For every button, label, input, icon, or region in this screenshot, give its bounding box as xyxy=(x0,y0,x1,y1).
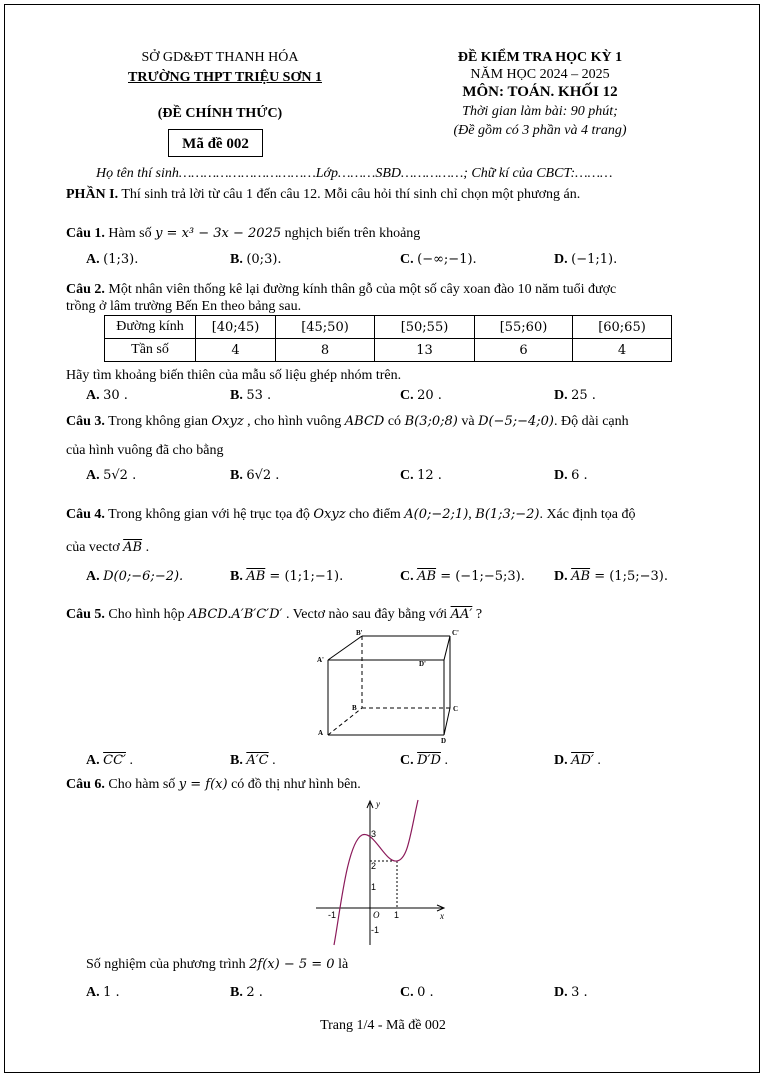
table-row xyxy=(105,316,672,339)
official-label: (ĐỀ CHÍNH THỨC) xyxy=(157,106,283,121)
x-axis-label: x xyxy=(440,911,444,921)
table-cell: [50;55) xyxy=(375,316,475,339)
frequency-table xyxy=(104,315,672,362)
q1-option-c[interactable]: C. (−∞;−1). xyxy=(400,252,477,267)
q1-option-d[interactable]: D. (−1;1). xyxy=(554,252,618,267)
q3-stem: Câu 3. Trong không gian Oxyz , cho hình vuông ABCD có B(3;0;8) và D(−5;−4;0). Độ dài cạnh xyxy=(66,414,629,429)
q5-option-c[interactable]: C. D′D . xyxy=(400,753,448,768)
q3-option-d[interactable]: D. 6 . xyxy=(554,468,588,483)
q2-option-b[interactable]: B. 53 . xyxy=(230,388,272,403)
q6-option-b[interactable]: B. 2 . xyxy=(230,985,263,1000)
table-cell: 13 xyxy=(375,339,475,362)
q3-option-a[interactable]: A. 5√2 . xyxy=(86,468,137,483)
exam-title: ĐỀ KIỂM TRA HỌC KỲ 1 xyxy=(457,50,623,65)
q4-stem: Câu 4. Trong không gian với hệ trục tọa độ Oxyz cho điểm A(0;−2;1), B(1;3;−2). Xác định tọa độ xyxy=(66,507,636,522)
table-cell: [55;60) xyxy=(475,316,573,339)
candidate-info-line: Họ tên thí sinh……………………………Lớp………SBD……………; Chữ kí của CBCT:……… xyxy=(96,166,613,181)
table-cell: [45;50) xyxy=(276,316,375,339)
table-row xyxy=(105,339,672,362)
q4-option-a[interactable]: A. D(0;−6;−2). xyxy=(86,569,184,584)
label-A: A xyxy=(318,729,324,737)
q4-option-b[interactable]: B. $\overline{AB}$ = (1;1;−1). xyxy=(230,569,344,584)
q3-option-b[interactable]: B. 6√2 . xyxy=(230,468,280,483)
tick-y-1: 1 xyxy=(371,882,377,892)
table-cell: 4 xyxy=(573,339,672,362)
q5-option-b[interactable]: B. A′C . xyxy=(230,753,276,768)
q5-option-a[interactable]: A. CC′ . xyxy=(86,753,133,768)
pages-line: (Đề gồm có 3 phần và 4 trang) xyxy=(453,123,627,138)
tick-y-3: 3 xyxy=(371,829,377,839)
table-cell: 4 xyxy=(196,339,276,362)
table-cell: [40;45) xyxy=(196,316,276,339)
function-curve xyxy=(334,800,418,945)
department-name: SỞ GD&ĐT THANH HÓA xyxy=(141,50,299,65)
q2-question: Hãy tìm khoảng biến thiên của mẫu số liệu ghép nhóm trên. xyxy=(66,368,402,383)
exam-code-box: Mã đề 002 xyxy=(168,129,263,157)
q2-stem-line1: Câu 2. Một nhân viên thống kê lại đường kính thân gỗ của một số cây xoan đào 10 năm tuổi được xyxy=(66,282,617,297)
q2-option-c[interactable]: C. 20 . xyxy=(400,388,442,403)
q1-option-a[interactable]: A. (1;3). xyxy=(86,252,139,267)
label-Ap: A' xyxy=(317,656,324,664)
q6-option-d[interactable]: D. 3 . xyxy=(554,985,588,1000)
q2-stem-line2: trồng ở lâm trường Bến En theo bảng sau. xyxy=(66,299,302,314)
y-axis-label: y xyxy=(376,799,380,809)
q5-stem: Câu 5. Cho hình hộp ABCD.A′B′C′D′ . Vectơ nào sau đây bằng với AA′ ? xyxy=(66,607,483,622)
q2-option-d[interactable]: D. 25 . xyxy=(554,388,596,403)
time-line: Thời gian làm bài: 90 phút; xyxy=(462,104,618,119)
subject-line: MÔN: TOÁN. KHỐI 12 xyxy=(462,84,618,100)
function-graph xyxy=(312,795,457,950)
part1-instruction: PHẦN I. Thí sinh trả lời từ câu 1 đến câu 12. Mỗi câu hỏi thí sinh chỉ chọn một phương án. xyxy=(66,187,581,202)
school-name: TRƯỜNG THPT TRIỆU SƠN 1 xyxy=(128,70,322,85)
label-C: C xyxy=(453,705,459,713)
q1-option-b[interactable]: B. (0;3). xyxy=(230,252,282,267)
school-year: NĂM HỌC 2024 – 2025 xyxy=(470,67,610,82)
label-D: D xyxy=(441,737,447,743)
q1-stem: Câu 1. Hàm số y = x³ − 3x − 2025 nghịch biến trên khoảng xyxy=(66,226,421,241)
tick-y-minus1: -1 xyxy=(371,925,380,935)
q6-stem: Câu 6. Cho hàm số y = f(x) có đồ thị như hình bên. xyxy=(66,777,361,792)
table-cell: 8 xyxy=(276,339,375,362)
tick-x-1: 1 xyxy=(394,910,400,920)
table-cell: [60;65) xyxy=(573,316,672,339)
table-header-cell: Đường kính xyxy=(105,316,196,339)
label-Cp: C' xyxy=(452,629,459,637)
q2-option-a[interactable]: A. 30 . xyxy=(86,388,128,403)
q3-option-c[interactable]: C. 12 . xyxy=(400,468,442,483)
table-cell: 6 xyxy=(475,339,573,362)
page-footer: Trang 1/4 - Mã đề 002 xyxy=(320,1018,446,1033)
q6-question: Số nghiệm của phương trình 2f(x) − 5 = 0 là xyxy=(86,957,349,972)
table-header-cell: Tần số xyxy=(105,339,196,362)
q3-stem-line2: của hình vuông đã cho bằng xyxy=(66,443,224,458)
q5-option-d[interactable]: D. AD′ . xyxy=(554,753,601,768)
q6-option-c[interactable]: C. 0 . xyxy=(400,985,434,1000)
tick-y-2: 2 xyxy=(371,861,377,871)
origin-label: O xyxy=(373,910,380,920)
q4-stem-line2: của vectơ $\overline{AB}$ . xyxy=(66,540,150,555)
label-Dp: D' xyxy=(419,660,426,668)
label-B: B xyxy=(352,704,357,712)
q6-option-a[interactable]: A. 1 . xyxy=(86,985,120,1000)
parallelepiped-figure xyxy=(310,628,460,743)
q4-option-c[interactable]: C. $\overline{AB}$ = (−1;−5;3). xyxy=(400,569,525,584)
label-Bp: B' xyxy=(356,629,363,637)
tick-x-minus1: -1 xyxy=(328,910,337,920)
q4-option-d[interactable]: D. $\overline{AB}$ = (1;5;−3). xyxy=(554,569,668,584)
